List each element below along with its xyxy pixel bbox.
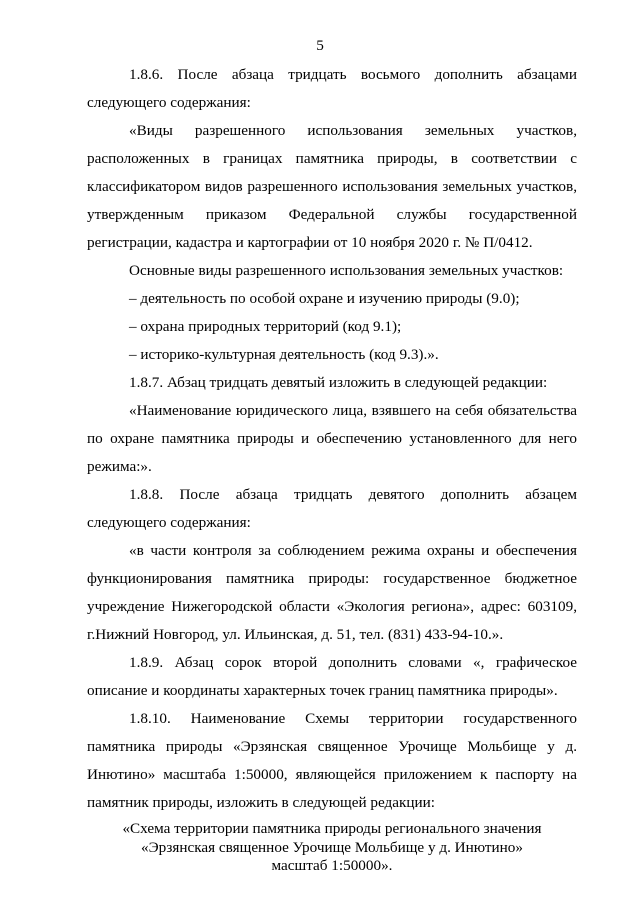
scheme-title-line-2: «Эрзянская священное Урочище Мольбище у д. Инютино» xyxy=(141,838,523,856)
list-item-historical-cultural: – историко-культурная деятельность (код 9.3).». xyxy=(129,346,439,363)
page-number: 5 xyxy=(316,37,324,54)
paragraph-legal-entity-name: «Наименование юридического лица, взявшего на себя обязательства по охране памятника природы и обеспечению установленного для него режима:». xyxy=(87,402,577,475)
paragraph-1-8-7: 1.8.7. Абзац тридцать девятый изложить в следующей редакции: xyxy=(129,374,548,391)
scheme-title-line-1: «Схема территории памятника природы регионального значения xyxy=(122,820,542,837)
paragraph-1-8-6: 1.8.6. После абзаца тридцать восьмого дополнить абзацами следующего содержания: xyxy=(87,66,577,111)
paragraph-permitted-use-types: «Виды разрешенного использования земельных участков, расположенных в границах памятника природы, в соответствии с классификатором видов разрешенного использования земельных участков, утвержденным приказом Федеральной службы государственной регистрации, кадастра и картографии от 10 ноября 2020 г. № П/0412. xyxy=(87,122,577,251)
paragraph-1-8-8: 1.8.8. После абзаца тридцать девятого дополнить абзацем следующего содержания: xyxy=(87,486,577,531)
paragraph-1-8-10: 1.8.10. Наименование Схемы территории государственного памятника природы «Эрзянская священное Урочище Мольбище у д. Инютино» масштаба 1:50000, являющейся приложением к паспорту на памятник природы, изложить в следующей редакции: xyxy=(87,710,577,811)
list-item-nature-protection: – деятельность по особой охране и изучению природы (9.0); xyxy=(129,290,520,307)
paragraph-main-use-types: Основные виды разрешенного использования земельных участков: xyxy=(129,262,564,279)
scheme-title-line-3: масштаб 1:50000». xyxy=(271,857,393,874)
document-body xyxy=(87,61,577,876)
scheme-title-block xyxy=(87,820,577,876)
list-item-natural-territories: – охрана природных территорий (код 9.1); xyxy=(129,318,402,335)
paragraph-control-institution: «в части контроля за соблюдением режима охраны и обеспечения функционирования памятника природы: государственное бюджетное учреждение Нижегородской области «Экология региона», адрес: 603109, г.Нижний Новгород, ул. Ильинская, д. 51, тел. (831) 433-94-10.». xyxy=(87,542,577,643)
paragraph-1-8-9: 1.8.9. Абзац сорок второй дополнить словами «, графическое описание и координаты характерных точек границ памятника природы». xyxy=(87,654,577,699)
